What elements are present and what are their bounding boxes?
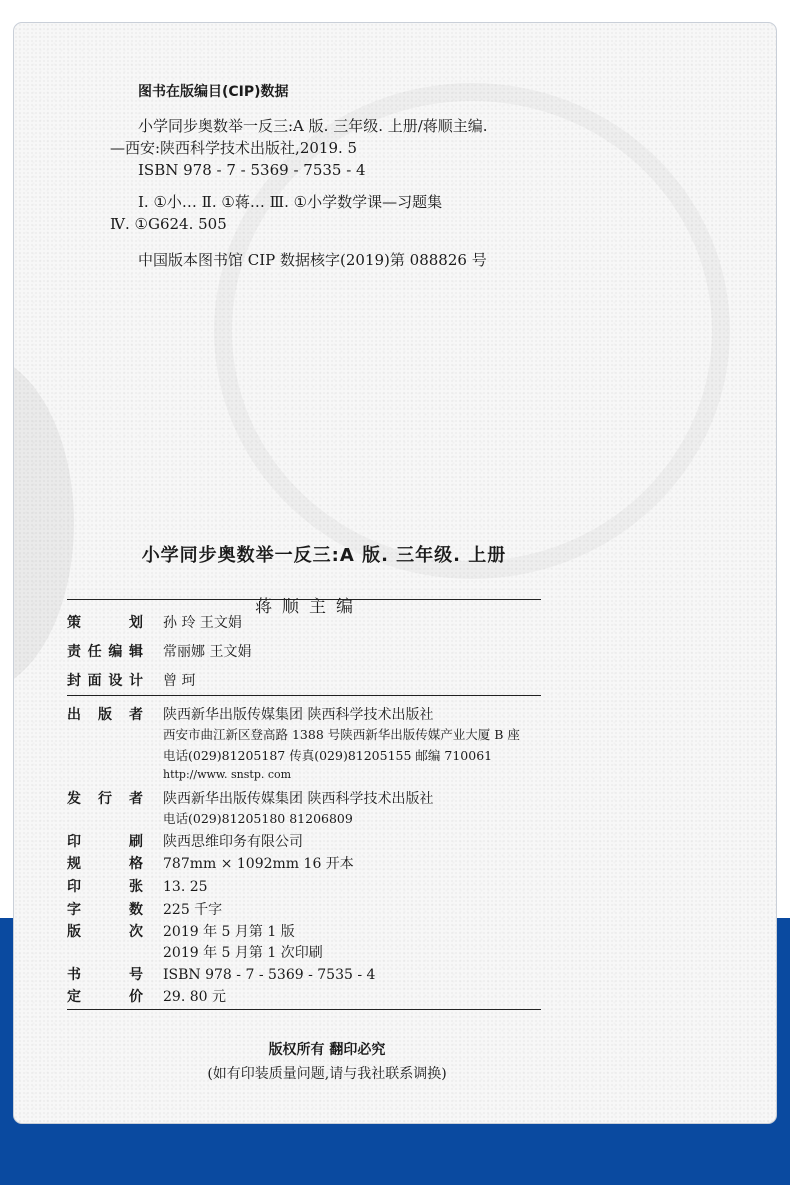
spec-label: 规格 xyxy=(67,856,143,872)
publisher-website: http://www. snstp. com xyxy=(163,768,292,781)
publisher-label: 出版者 xyxy=(67,707,143,723)
spec-label: 印张 xyxy=(67,879,143,895)
spec-row xyxy=(67,831,303,851)
spec-row xyxy=(67,876,208,896)
credit-row xyxy=(67,612,242,632)
credit-label: 责任编辑 xyxy=(67,644,143,660)
book-title: 小学同步奥数举一反三:A 版. 三年级. 上册 xyxy=(141,545,507,566)
isbn-row xyxy=(67,964,375,984)
spec-row xyxy=(67,921,295,941)
cip-line-1: 小学同步奥数举一反三:A 版. 三年级. 上册/蒋顺主编. xyxy=(138,117,488,135)
cip-heading: 图书在版编目(CIP)数据 xyxy=(138,84,289,100)
spec-value: 225 千字 xyxy=(163,902,223,918)
price-label: 定价 xyxy=(67,989,143,1005)
spec-value: 2019 年 5 月第 1 版 xyxy=(163,924,295,940)
cip-line-3: ISBN 978 - 7 - 5369 - 7535 - 4 xyxy=(138,161,366,179)
price-row xyxy=(67,986,226,1006)
credit-label: 策划 xyxy=(67,615,143,631)
divider-top xyxy=(67,599,541,600)
copyright-page xyxy=(13,22,777,1124)
cip-line-2: —西安:陕西科学技术出版社,2019. 5 xyxy=(110,139,358,157)
cip-line-4: Ⅰ. ①小… Ⅱ. ①蒋… Ⅲ. ①小学数学课—习题集 xyxy=(138,193,443,211)
cip-line-6: 中国版本图书馆 CIP 数据核字(2019)第 088826 号 xyxy=(138,251,487,269)
publisher-contact: 电话(029)81205187 传真(029)81205155 邮编 710061 xyxy=(163,748,493,763)
credit-value: 曾 珂 xyxy=(163,673,196,689)
spec-value: 787mm × 1092mm 16 开本 xyxy=(163,856,354,872)
spec-value: 13. 25 xyxy=(163,879,208,895)
distributor-label: 发行者 xyxy=(67,791,143,807)
isbn-label: 书号 xyxy=(67,967,143,983)
credit-row xyxy=(67,670,195,690)
spec-value: 陕西思维印务有限公司 xyxy=(163,834,303,850)
divider-bottom xyxy=(67,1009,541,1010)
publisher-name: 陕西新华出版传媒集团 陕西科学技术出版社 xyxy=(163,707,434,723)
publisher-row xyxy=(67,704,433,724)
credit-value: 常丽娜 王文娟 xyxy=(163,644,252,660)
printing-info: 2019 年 5 月第 1 次印刷 xyxy=(163,945,323,961)
distributor-name: 陕西新华出版传媒集团 陕西科学技术出版社 xyxy=(163,791,434,807)
copyright-notice: 版权所有 翻印必究 xyxy=(268,1042,386,1058)
isbn-value: ISBN 978 - 7 - 5369 - 7535 - 4 xyxy=(163,967,376,983)
spec-row xyxy=(67,899,222,919)
divider-middle xyxy=(67,695,541,696)
credit-value: 孙 玲 王文娟 xyxy=(163,615,242,631)
spec-row xyxy=(67,853,354,873)
publisher-address: 西安市曲江新区登高路 1388 号陕西新华出版传媒产业大厦 B 座 xyxy=(163,727,520,742)
distributor-contact: 电话(029)81205180 81206809 xyxy=(163,811,353,826)
credit-row xyxy=(67,641,251,661)
spec-label: 印刷 xyxy=(67,834,143,850)
quality-note: (如有印装质量问题,请与我社联系调换) xyxy=(207,1066,447,1082)
spec-label: 版次 xyxy=(67,924,143,940)
cip-line-5: Ⅳ. ①G624. 505 xyxy=(110,215,227,233)
credit-label: 封面设计 xyxy=(67,673,143,689)
book-editor: 蒋顺主编 xyxy=(255,597,363,617)
watermark-left-ghost xyxy=(13,353,74,693)
distributor-row xyxy=(67,788,433,808)
price-value: 29. 80 元 xyxy=(163,989,226,1005)
spec-label: 字数 xyxy=(67,902,143,918)
